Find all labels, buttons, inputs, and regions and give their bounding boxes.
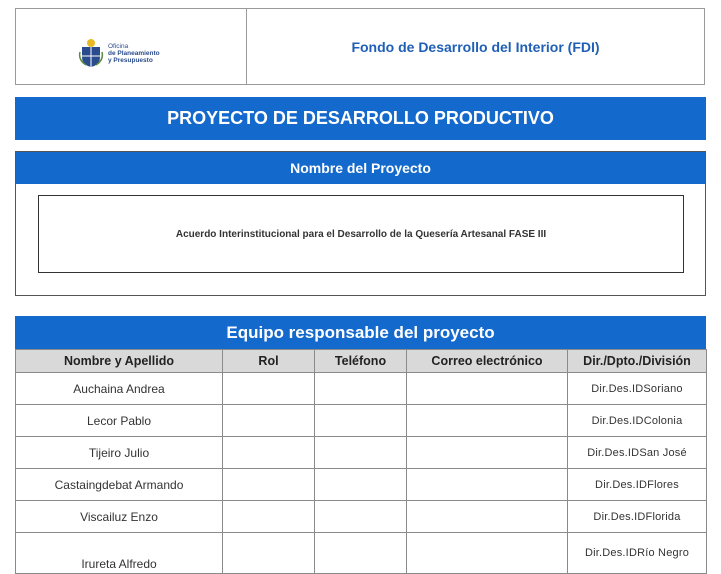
cell-correo: [407, 501, 568, 533]
logo-line-1: Oficina: [108, 42, 129, 50]
column-header-name: Nombre y Apellido: [16, 350, 223, 373]
cell-division: Dir.Des.IDSan José: [568, 437, 707, 469]
coat-of-arms-icon: [78, 38, 104, 68]
cell-rol: [223, 533, 315, 574]
cell-correo: [407, 373, 568, 405]
cell-rol: [223, 469, 315, 501]
cell-division: Dir.Des.IDFlores: [568, 469, 707, 501]
table-row: [16, 501, 707, 533]
cell-correo: [407, 405, 568, 437]
cell-name: Viscailuz Enzo: [16, 501, 223, 533]
column-header-correo: Correo electrónico: [407, 350, 568, 373]
cell-correo: [407, 469, 568, 501]
cell-name: Tijeiro Julio: [16, 437, 223, 469]
table-row: [16, 533, 707, 574]
project-section: [15, 151, 706, 296]
logo-line-3: y Presupuesto: [108, 56, 153, 64]
document-header: [15, 8, 705, 85]
opp-logo: [78, 38, 160, 68]
team-table-header: [16, 350, 707, 373]
logo-line-2: de Planeamiento: [108, 49, 160, 57]
cell-name: Lecor Pablo: [16, 405, 223, 437]
team-section-label: Equipo responsable del proyecto: [15, 316, 706, 349]
cell-correo: [407, 437, 568, 469]
cell-telefono: [315, 501, 407, 533]
project-name: Acuerdo Interinstitucional para el Desarrollo de la Quesería Artesanal FASE III: [38, 195, 684, 273]
logo-cell: [16, 9, 247, 84]
cell-division: Dir.Des.IDRío Negro: [568, 533, 707, 574]
cell-telefono: [315, 469, 407, 501]
team-table: [15, 349, 707, 574]
cell-rol: [223, 373, 315, 405]
cell-name: Castaingdebat Armando: [16, 469, 223, 501]
cell-telefono: [315, 405, 407, 437]
cell-division: Dir.Des.IDColonia: [568, 405, 707, 437]
table-row: [16, 437, 707, 469]
cell-division: Dir.Des.IDFlorida: [568, 501, 707, 533]
column-header-telefono: Teléfono: [315, 350, 407, 373]
table-row: [16, 405, 707, 437]
main-title: PROYECTO DE DESARROLLO PRODUCTIVO: [15, 97, 706, 140]
cell-name: [16, 533, 223, 574]
project-section-label: Nombre del Proyecto: [16, 152, 705, 184]
column-header-division: Dir./Dpto./División: [568, 350, 707, 373]
table-row: [16, 373, 707, 405]
table-row: [16, 469, 707, 501]
cell-telefono: [315, 373, 407, 405]
cell-name: Auchaina Andrea: [16, 373, 223, 405]
cell-rol: [223, 501, 315, 533]
header-title: Fondo de Desarrollo del Interior (FDI): [351, 38, 600, 55]
cell-division: Dir.Des.IDSoriano: [568, 373, 707, 405]
cell-telefono: [315, 437, 407, 469]
cell-telefono: [315, 533, 407, 574]
cell-name-text: Irureta Alfredo: [81, 557, 157, 571]
column-header-rol: Rol: [223, 350, 315, 373]
cell-rol: [223, 437, 315, 469]
team-section: [15, 316, 706, 574]
logo-text: [108, 43, 160, 64]
cell-correo: [407, 533, 568, 574]
cell-rol: [223, 405, 315, 437]
